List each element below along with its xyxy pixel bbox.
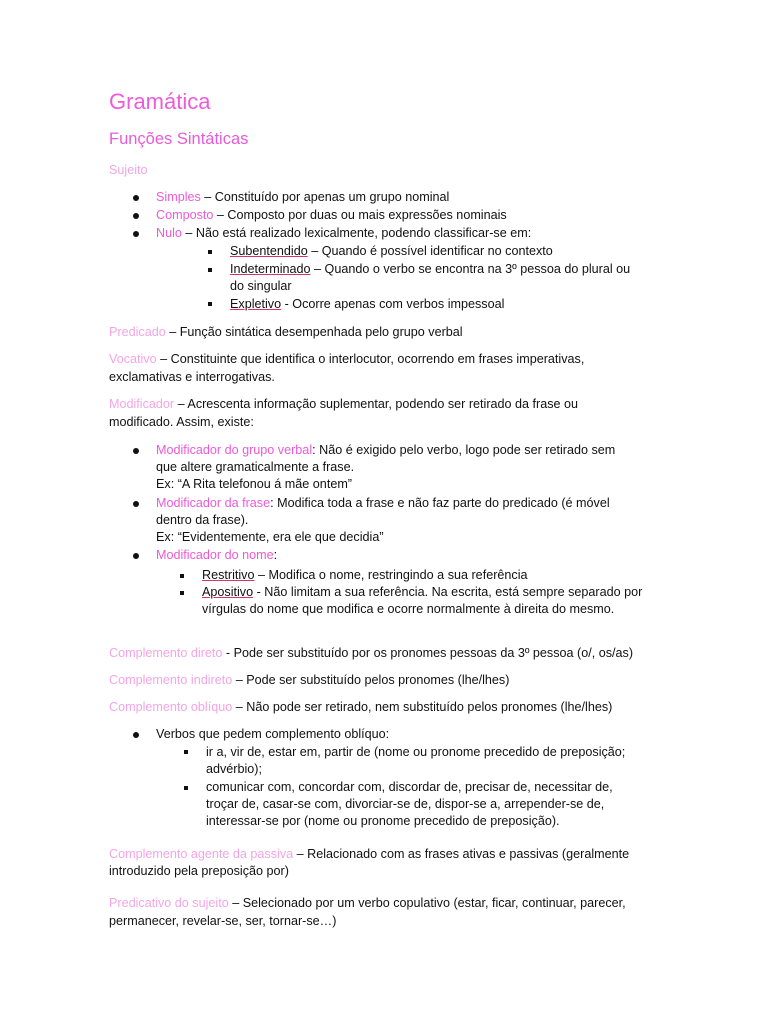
paragraph-complemento-obliquo bbox=[109, 699, 612, 716]
text-predicativo: – Selecionado por um verbo copulativo (estar, ficar, continuar, parecer, bbox=[228, 896, 626, 910]
text-indeterminado-cont: do singular bbox=[230, 279, 292, 293]
text-predicativo-cont: permanecer, revelar-se, ser, tornar-se…) bbox=[109, 914, 337, 928]
bullet bbox=[133, 231, 139, 237]
square-bullet bbox=[180, 574, 184, 578]
text-complemento-agente-cont: introduzido pela preposição por) bbox=[109, 864, 289, 878]
square-bullet bbox=[208, 250, 212, 254]
list-item-restritivo bbox=[202, 567, 528, 584]
bullet bbox=[133, 732, 139, 738]
text-mod-grupo-verbal-cont: que altere gramaticalmente a frase. bbox=[156, 460, 355, 474]
term-indeterminado: Indeterminado bbox=[230, 262, 311, 276]
paragraph-modificador bbox=[109, 396, 578, 413]
list-item-composto bbox=[156, 207, 507, 224]
text-indeterminado: – Quando o verbo se encontra na 3º pessoa do plural ou bbox=[310, 262, 631, 276]
list-item-expletivo bbox=[230, 296, 504, 313]
list-item-apositivo bbox=[202, 584, 642, 601]
text-predicado: – Função sintática desempenhada pelo grupo verbal bbox=[165, 325, 463, 339]
list-item-verbos: Verbos que pedem complemento oblíquo: bbox=[156, 727, 390, 741]
paragraph-complemento-indireto bbox=[109, 672, 509, 689]
list-item-verbos-2: comunicar com, concordar com, discordar de, precisar de, necessitar de, bbox=[206, 780, 613, 794]
term-mod-nome: Modificador do nome bbox=[156, 548, 274, 562]
paragraph-complemento-direto bbox=[109, 645, 633, 662]
text-mod-nome: : bbox=[273, 548, 278, 562]
list-item-mod-frase bbox=[156, 495, 610, 512]
paragraph-predicativo bbox=[109, 895, 626, 912]
bullet bbox=[133, 553, 139, 559]
list-item-indeterminado bbox=[230, 261, 630, 278]
list-item-simples bbox=[156, 189, 449, 206]
page-title: Gramática bbox=[109, 89, 211, 114]
paragraph-complemento-agente bbox=[109, 846, 629, 863]
square-bullet bbox=[208, 302, 212, 306]
term-apositivo: Apositivo bbox=[202, 585, 254, 599]
term-mod-frase: Modificador da frase bbox=[156, 496, 271, 510]
bullet bbox=[133, 501, 139, 507]
term-modificador: Modificador bbox=[109, 397, 175, 411]
term-nulo: Nulo bbox=[156, 226, 182, 240]
example-mod-frase: Ex: “Evidentemente, era ele que decidia” bbox=[156, 530, 384, 544]
list-item-subentendido bbox=[230, 243, 553, 260]
term-composto: Composto bbox=[156, 208, 214, 222]
text-nulo: – Não está realizado lexicalmente, podendo classificar-se em: bbox=[181, 226, 532, 240]
text-composto: – Composto por duas ou mais expressões nominais bbox=[213, 208, 507, 222]
list-item-verbos-2-cont2: interessar-se por (nome ou pronome precedido de preposição). bbox=[206, 814, 560, 828]
list-item-nulo bbox=[156, 225, 531, 242]
text-mod-grupo-verbal: : Não é exigido pelo verbo, logo pode ser retirado sem bbox=[312, 443, 616, 457]
text-complemento-obliquo: – Não pode ser retirado, nem substituído pelos pronomes (lhe/lhes) bbox=[232, 700, 613, 714]
term-expletivo: Expletivo bbox=[230, 297, 282, 311]
text-vocativo: – Constituinte que identifica o interlocutor, ocorrendo em frases imperativas, bbox=[156, 352, 585, 366]
term-simples: Simples bbox=[156, 190, 201, 204]
bullet bbox=[133, 448, 139, 454]
term-restritivo: Restritivo bbox=[202, 568, 255, 582]
text-complemento-agente: – Relacionado com as frases ativas e passivas (geralmente bbox=[293, 847, 630, 861]
square-bullet bbox=[208, 268, 212, 272]
term-subentendido: Subentendido bbox=[230, 244, 308, 258]
list-item-mod-grupo-verbal bbox=[156, 442, 615, 459]
term-complemento-agente: Complemento agente da passiva bbox=[109, 847, 294, 861]
term-complemento-direto: Complemento direto bbox=[109, 646, 223, 660]
term-predicado: Predicado bbox=[109, 325, 166, 339]
sujeito-heading: Sujeito bbox=[109, 163, 148, 177]
term-complemento-indireto: Complemento indireto bbox=[109, 673, 233, 687]
list-item-verbos-1-cont: advérbio); bbox=[206, 762, 263, 776]
list-item-mod-nome bbox=[156, 547, 277, 564]
text-complemento-direto: - Pode ser substituído por os pronomes pessoas da 3º pessoa (o/, os/as) bbox=[222, 646, 634, 660]
paragraph-vocativo bbox=[109, 351, 584, 368]
text-modificador-cont: modificado. Assim, existe: bbox=[109, 415, 254, 429]
text-apositivo: - Não limitam a sua referência. Na escrita, está sempre separado por bbox=[253, 585, 643, 599]
text-complemento-indireto: – Pode ser substituído pelos pronomes (lhe/lhes) bbox=[232, 673, 510, 687]
example-mod-grupo-verbal: Ex: “A Rita telefonou á mãe ontem” bbox=[156, 477, 353, 491]
text-vocativo-cont: exclamativas e interrogativas. bbox=[109, 370, 275, 384]
square-bullet bbox=[184, 750, 188, 754]
list-item-verbos-1: ir a, vir de, estar em, partir de (nome ou pronome precedido de preposição; bbox=[206, 745, 626, 759]
text-simples: – Constituído por apenas um grupo nominal bbox=[200, 190, 450, 204]
text-modificador: – Acrescenta informação suplementar, podendo ser retirado da frase ou bbox=[174, 397, 579, 411]
term-mod-grupo-verbal: Modificador do grupo verbal bbox=[156, 443, 313, 457]
square-bullet bbox=[184, 786, 188, 790]
text-mod-frase-cont: dentro da frase). bbox=[156, 513, 249, 527]
text-restritivo: – Modifica o nome, restringindo a sua referência bbox=[254, 568, 528, 582]
section-title: Funções Sintáticas bbox=[109, 130, 249, 148]
list-item-verbos-2-cont1: troçar de, casar-se com, divorciar-se de, dispor-se a, arrepender-se de, bbox=[206, 797, 605, 811]
term-complemento-obliquo: Complemento oblíquo bbox=[109, 700, 233, 714]
term-predicativo: Predicativo do sujeito bbox=[109, 896, 229, 910]
bullet bbox=[133, 195, 139, 201]
paragraph-predicado bbox=[109, 324, 463, 341]
text-apositivo-cont: vírgulas do nome que modifica e ocorre normalmente à direita do mesmo. bbox=[202, 602, 615, 616]
square-bullet bbox=[180, 591, 184, 595]
term-vocativo: Vocativo bbox=[109, 352, 157, 366]
text-mod-frase: : Modifica toda a frase e não faz parte do predicado (é móvel bbox=[270, 496, 610, 510]
text-expletivo: - Ocorre apenas com verbos impessoal bbox=[281, 297, 505, 311]
text-subentendido: – Quando é possível identificar no contexto bbox=[307, 244, 553, 258]
bullet bbox=[133, 213, 139, 219]
